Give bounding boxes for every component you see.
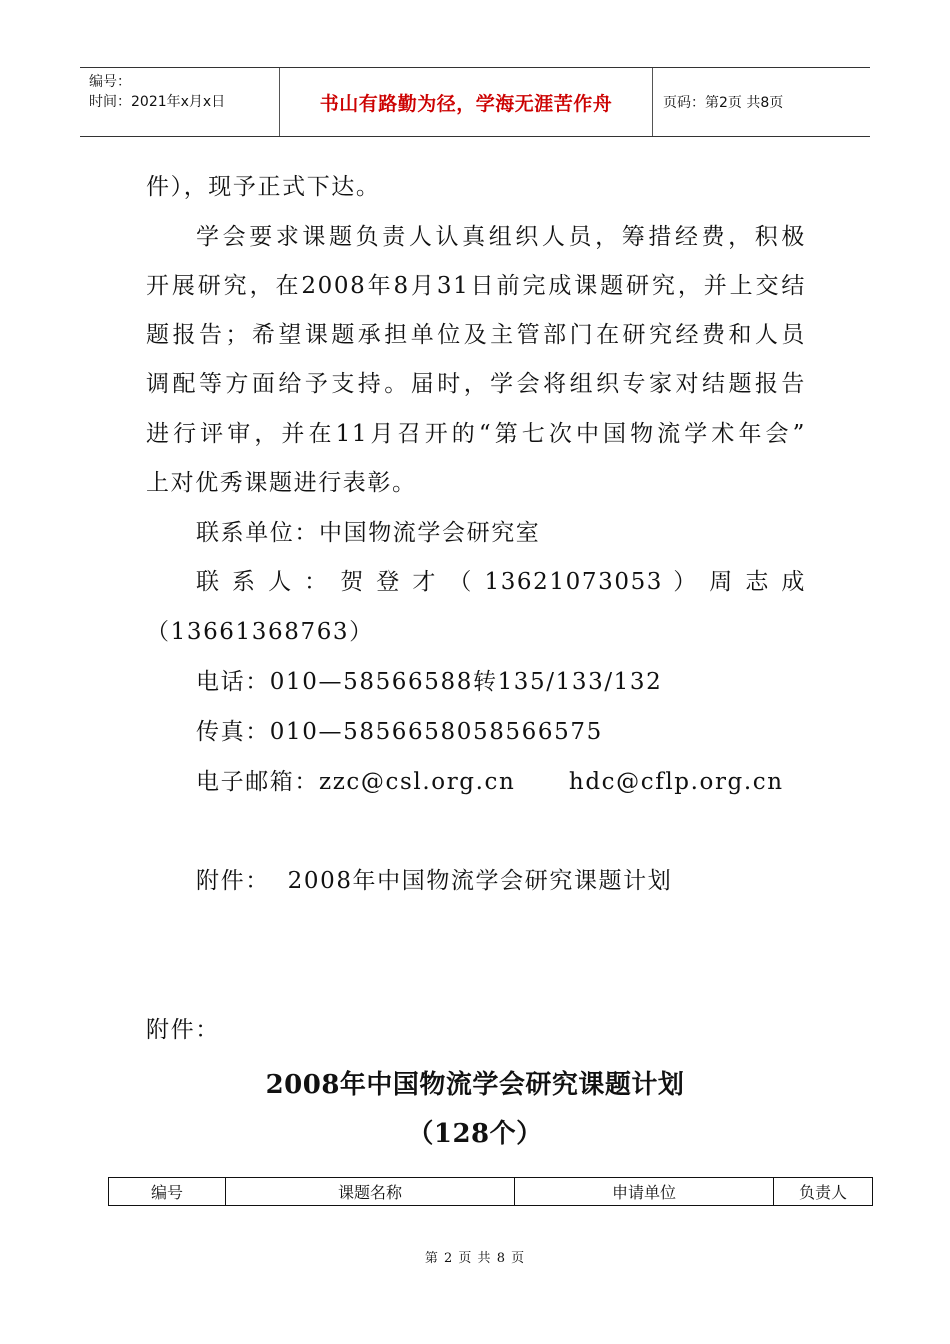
paragraph-line: 开展研究，在2008年8月31日前完成课题研究，并上交结	[146, 273, 806, 299]
paragraph-line: 上对优秀课题进行表彰。	[146, 470, 417, 496]
contact-unit: 联系单位：中国物流学会研究室	[196, 520, 541, 546]
contact-person-cont: （13661368763）	[146, 619, 374, 645]
body-line-1: 件），现予正式下达。	[146, 174, 381, 200]
page-footer: 第 2 页 共 8 页	[424, 1251, 526, 1266]
header-meta	[80, 68, 280, 136]
col-header-title: 课题名称	[226, 1178, 515, 1206]
plan-count: （128个）	[407, 1119, 543, 1149]
header-page-info: 页码：第2页 共8页	[663, 95, 784, 111]
col-header-lead: 负责人	[774, 1178, 873, 1206]
attachment-label: 附件：	[146, 1017, 220, 1043]
document-header	[80, 67, 870, 137]
contact-email: 电子邮箱：zzc@csl.org.cn hdc@cflp.org.cn	[196, 769, 784, 795]
col-header-number: 编号	[109, 1178, 226, 1206]
paragraph-line: 调配等方面给予支持。届时，学会将组织专家对结题报告	[146, 371, 806, 397]
contact-person: 联 系 人 ： 贺 登 才 （ 13621073053 ） 周 志 成	[196, 569, 806, 595]
header-time: 时间：2021年x月x日	[89, 94, 226, 110]
paragraph-line: 题报告；希望课题承担单位及主管部门在研究经费和人员	[146, 322, 806, 348]
attachment-reference: 附件： 2008年中国物流学会研究课题计划	[196, 868, 673, 894]
plan-table	[108, 1177, 873, 1206]
table-header-row	[109, 1178, 873, 1206]
paragraph-line: 学会要求课题负责人认真组织人员，筹措经费，积极	[196, 224, 806, 250]
header-number: 编号：	[89, 74, 131, 90]
plan-title: 2008年中国物流学会研究课题计划	[265, 1070, 685, 1100]
col-header-unit: 申请单位	[515, 1178, 774, 1206]
header-motto: 书山有路勤为径，学海无涯苦作舟	[280, 68, 653, 136]
contact-phone: 电话：010—58566588转135/133/132	[196, 669, 663, 695]
paragraph-line: 进行评审，并在11月召开的“第七次中国物流学术年会”	[146, 421, 806, 447]
contact-fax: 传真：010—5856658058566575	[196, 719, 603, 745]
